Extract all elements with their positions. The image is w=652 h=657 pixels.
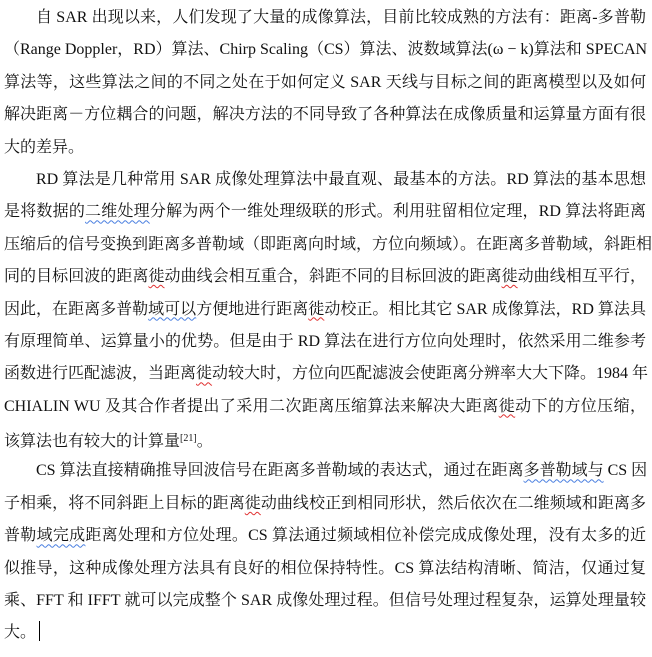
text-segment: 同的目标回波的距离 (4, 268, 149, 286)
text-line (4, 587, 646, 619)
grammar-flag-text[interactable]: 域完成 (36, 527, 86, 545)
paragraph[interactable] (4, 457, 646, 651)
text-line (4, 457, 646, 489)
text-segment: 压缩后的信号变换到距离多普勒域（即距离向时域，方位向频域）。在距离多普勒域，斜距相 (4, 235, 652, 253)
text-segment: 动曲线相互平行， (517, 268, 646, 286)
text-segment: （Range Doppler，RD）算法、Chirp Scaling（CS）算法、波数域算法(ω − k)算法和 SPECAN (4, 41, 648, 59)
text-segment: 动曲线校正到相同形状，然后依次在二维频域和距离多 (260, 494, 646, 512)
spelling-error-text[interactable]: 徙 (244, 494, 261, 512)
text-segment: 是将数据的 (4, 203, 86, 221)
spelling-error-text[interactable]: 徙 (308, 300, 325, 318)
spelling-error-text[interactable]: 徙 (501, 268, 518, 286)
text-segment: 因此，在距离多普勒 (4, 300, 149, 318)
text-segment: 动校正。相比其它 SAR 成像算法，RD 算法具 (324, 300, 646, 318)
text-segment: 大的差异。 (4, 138, 85, 156)
grammar-flag-text[interactable]: 多普勒域与 (523, 462, 604, 480)
text-line (4, 328, 646, 360)
text-line (4, 231, 652, 263)
spelling-error-text[interactable]: 徙 (196, 365, 213, 383)
text-line (4, 619, 646, 651)
text-line (4, 360, 649, 392)
text-line (4, 263, 646, 295)
text-segment: RD 算法是几种常用 SAR 成像处理算法中最直观、最基本的方法。RD 算法的基本思想 (36, 170, 646, 188)
text-line (4, 490, 646, 522)
text-segment: CS 算法直接精确推导回波信号在距离多普勒域的表达式，通过在距离 (36, 462, 524, 480)
text-line (4, 555, 646, 587)
document-body[interactable] (4, 4, 652, 652)
text-line (4, 425, 646, 457)
text-line (4, 101, 646, 133)
text-segment: 距离处理和方位处理。CS 算法通过频域相位补偿完成成像处理，没有太多的近 (85, 527, 646, 545)
text-segment: 乘、FFT 和 IFFT 就可以完成整个 SAR 成像处理过程。但信号处理过程复杂，运算处理量较 (4, 592, 646, 610)
grammar-flag-text[interactable]: 二维处理 (85, 203, 150, 221)
text-segment: 该算法也有较大的计算量 (4, 433, 181, 451)
citation-reference: [21] (180, 433, 197, 445)
text-segment: CHIALIN WU 及其合作者提出了采用二次距离压缩算法来解决大距离 (4, 397, 499, 415)
text-segment: 子相乘，将不同斜距上目标的距离 (4, 494, 245, 512)
paragraph[interactable] (4, 166, 652, 458)
text-line (4, 198, 646, 230)
text-segment: 。 (196, 433, 213, 451)
text-line (4, 522, 646, 554)
spelling-error-text[interactable]: 徙 (498, 397, 516, 415)
text-line (4, 36, 646, 68)
text-segment: 动下的方位压缩， (515, 397, 646, 415)
text-segment: 自 SAR 出现以来，人们发现了大量的成像算法，目前比较成熟的方法有：距离-多普勒 (36, 9, 646, 26)
text-line (4, 134, 646, 166)
text-cursor (39, 621, 40, 641)
text-segment: 函数进行匹配滤波，当距离 (4, 365, 197, 383)
text-line (4, 166, 646, 198)
text-segment: 算法等，这些算法之间的不同之处在于如何定义 SAR 天线与目标之间的距离模型以及如何 (4, 73, 646, 91)
text-line (4, 4, 646, 36)
paragraph[interactable] (4, 4, 646, 166)
text-segment: CS 因 (603, 462, 648, 480)
text-line (4, 69, 646, 101)
text-segment: 大。 (4, 624, 37, 642)
text-line (4, 296, 646, 328)
grammar-flag-text[interactable]: 域可以 (148, 300, 197, 318)
text-segment: 有原理简单、运算量小的优势。但是由于 RD 算法在进行方位向处理时，依然采用二维参考 (4, 332, 646, 350)
text-segment: 解决距离－方位耦合的问题，解决方法的不同导致了各种算法在成像质量和运算量方面有很 (4, 106, 646, 124)
text-segment: 普勒 (4, 527, 37, 545)
text-segment: 分解为两个一维处理级联的形式。利用驻留相位定理，RD 算法将距离 (149, 203, 646, 221)
text-segment: 动较大时，方位向匹配滤波会使距离分辨率大大下降。1984 年 (212, 365, 649, 383)
text-segment: 动曲线会相互重合，斜距不同的目标回波的距离 (164, 268, 502, 286)
text-segment: 似推导，这种成像处理方法具有良好的相位保持特性。CS 算法结构清晰、简洁，仅通过复 (4, 559, 646, 577)
text-segment: 方便地进行距离 (196, 300, 309, 318)
spelling-error-text[interactable]: 徙 (148, 268, 165, 286)
text-line (4, 393, 646, 425)
